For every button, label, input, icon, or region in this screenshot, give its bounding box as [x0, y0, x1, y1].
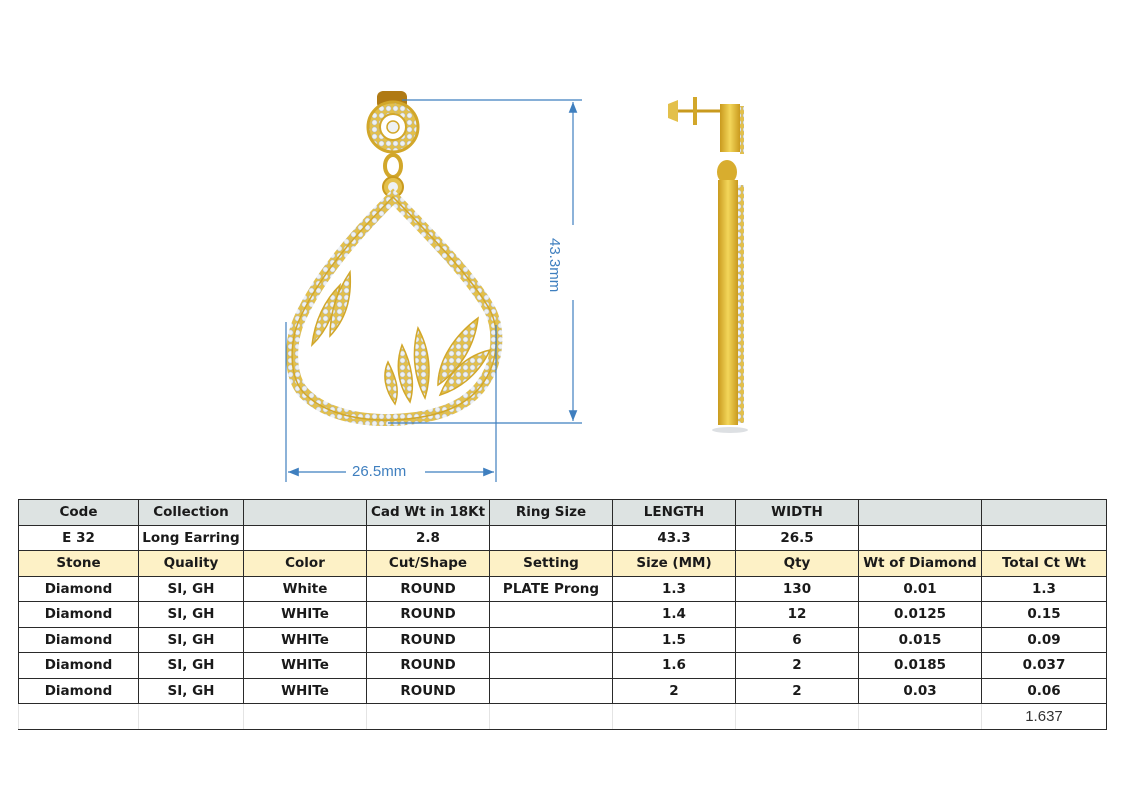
qty-cell: 12: [736, 602, 859, 628]
header-total-ct-wt: Total Ct Wt: [982, 551, 1107, 577]
wt-cell: 0.01: [859, 576, 982, 602]
color-cell: WHITe: [244, 678, 367, 704]
qty-cell: 130: [736, 576, 859, 602]
cut-cell: ROUND: [367, 678, 490, 704]
stone-cell: Diamond: [19, 653, 139, 679]
total-row: [19, 704, 1107, 730]
wt-cell: 0.0185: [859, 653, 982, 679]
blank-value: [982, 525, 1107, 551]
info-header-row: [19, 500, 1107, 526]
stone-cell: Diamond: [19, 602, 139, 628]
setting-cell: [490, 602, 613, 628]
cut-cell: ROUND: [367, 653, 490, 679]
width-dimension-label: 26.5mm: [352, 463, 407, 480]
cut-cell: ROUND: [367, 576, 490, 602]
length-value: 43.3: [613, 525, 736, 551]
quality-cell: SI, GH: [139, 653, 244, 679]
empty-cell: [736, 704, 859, 730]
quality-cell: SI, GH: [139, 678, 244, 704]
blank-value: [859, 525, 982, 551]
total-cell: 0.037: [982, 653, 1107, 679]
size-cell: 1.4: [613, 602, 736, 628]
stone-row: [19, 678, 1107, 704]
empty-cell: [613, 704, 736, 730]
stone-row: [19, 627, 1107, 653]
header-cut-shape: Cut/Shape: [367, 551, 490, 577]
quality-cell: SI, GH: [139, 576, 244, 602]
stone-cell: Diamond: [19, 576, 139, 602]
cut-cell: ROUND: [367, 602, 490, 628]
header-length: LENGTH: [613, 500, 736, 526]
header-width: WIDTH: [736, 500, 859, 526]
stone-cell: Diamond: [19, 678, 139, 704]
stone-cell: Diamond: [19, 627, 139, 653]
stone-row: [19, 653, 1107, 679]
total-cell: 0.06: [982, 678, 1107, 704]
qty-cell: 2: [736, 678, 859, 704]
header-blank: [244, 500, 367, 526]
header-color: Color: [244, 551, 367, 577]
header-qty: Qty: [736, 551, 859, 577]
header-wt-of-diamond: Wt of Diamond: [859, 551, 982, 577]
size-cell: 1.6: [613, 653, 736, 679]
stone-row: [19, 602, 1107, 628]
header-blank: [859, 500, 982, 526]
empty-cell: [859, 704, 982, 730]
color-cell: WHITe: [244, 627, 367, 653]
empty-cell: [490, 704, 613, 730]
total-ct-wt-value: 1.637: [982, 704, 1107, 730]
qty-cell: 6: [736, 627, 859, 653]
color-cell: WHITe: [244, 602, 367, 628]
total-cell: 0.09: [982, 627, 1107, 653]
width-value: 26.5: [736, 525, 859, 551]
setting-cell: [490, 627, 613, 653]
side-view: [668, 97, 748, 433]
header-stone: Stone: [19, 551, 139, 577]
stone-header-row: [19, 551, 1107, 577]
header-cad-wt: Cad Wt in 18Kt: [367, 500, 490, 526]
header-ring-size: Ring Size: [490, 500, 613, 526]
cut-cell: ROUND: [367, 627, 490, 653]
quality-cell: SI, GH: [139, 627, 244, 653]
header-code: Code: [19, 500, 139, 526]
size-cell: 1.5: [613, 627, 736, 653]
empty-cell: [367, 704, 490, 730]
setting-cell: [490, 678, 613, 704]
empty-cell: [244, 704, 367, 730]
setting-cell: [490, 653, 613, 679]
total-cell: 1.3: [982, 576, 1107, 602]
info-values-row: [19, 525, 1107, 551]
size-cell: 1.3: [613, 576, 736, 602]
size-cell: 2: [613, 678, 736, 704]
quality-cell: SI, GH: [139, 602, 244, 628]
front-view: [292, 91, 496, 420]
header-blank: [982, 500, 1107, 526]
wt-cell: 0.0125: [859, 602, 982, 628]
cad-wt-value: 2.8: [367, 525, 490, 551]
qty-cell: 2: [736, 653, 859, 679]
setting-cell: PLATE Prong: [490, 576, 613, 602]
dimension-lines: [286, 100, 582, 482]
spec-table: [18, 499, 1107, 730]
header-collection: Collection: [139, 500, 244, 526]
collection-value: Long Earring: [139, 525, 244, 551]
code-value: E 32: [19, 525, 139, 551]
header-size-mm: Size (MM): [613, 551, 736, 577]
height-dimension-label: 43.3mm: [546, 238, 563, 293]
wt-cell: 0.03: [859, 678, 982, 704]
ring-size-value: [490, 525, 613, 551]
header-quality: Quality: [139, 551, 244, 577]
blank-value: [244, 525, 367, 551]
stone-row: [19, 576, 1107, 602]
empty-cell: [139, 704, 244, 730]
color-cell: WHITe: [244, 653, 367, 679]
color-cell: White: [244, 576, 367, 602]
total-cell: 0.15: [982, 602, 1107, 628]
header-setting: Setting: [490, 551, 613, 577]
empty-cell: [19, 704, 139, 730]
wt-cell: 0.015: [859, 627, 982, 653]
